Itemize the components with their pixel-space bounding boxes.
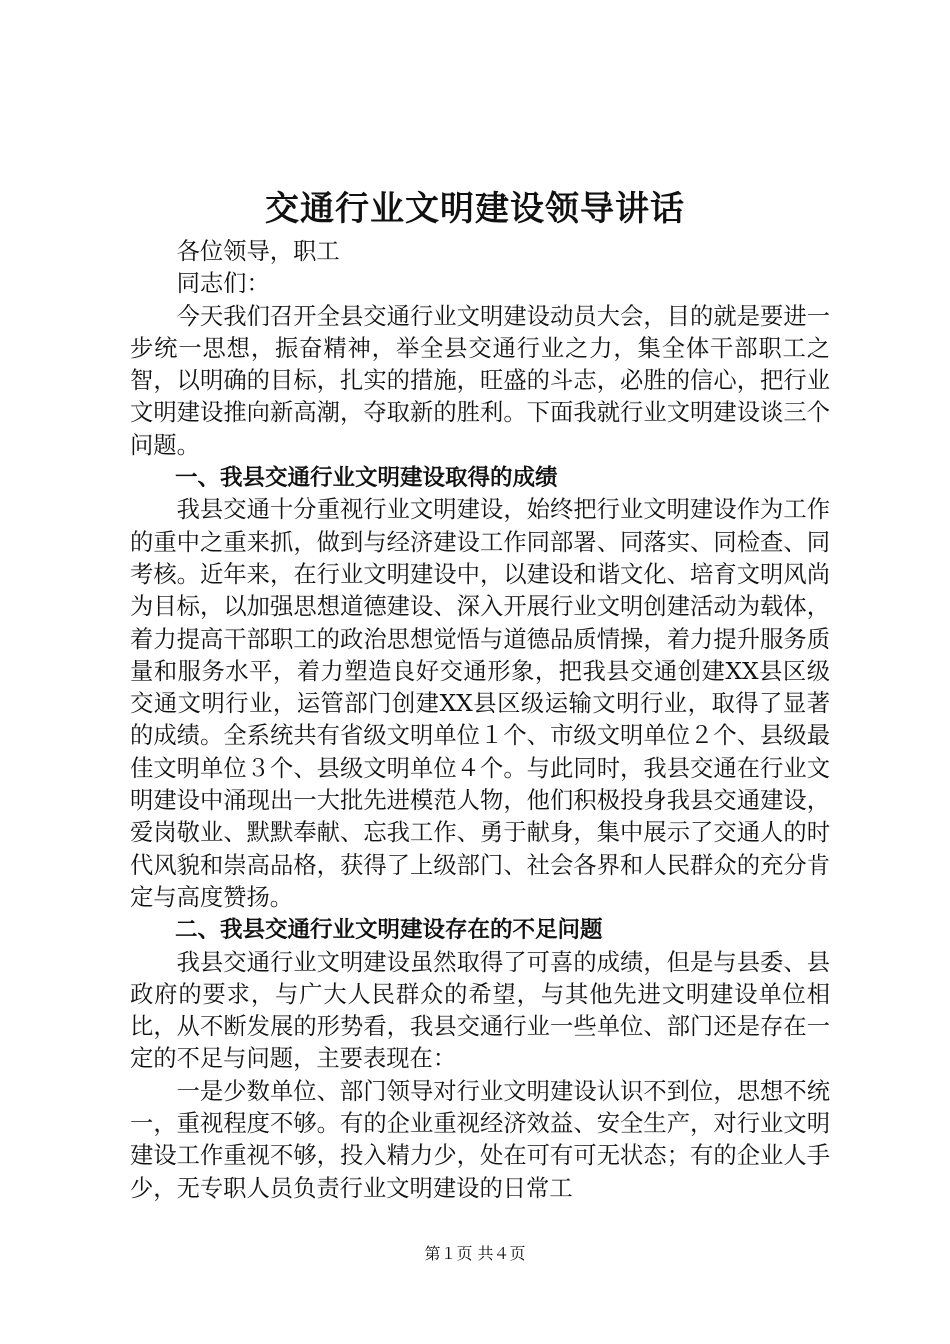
problems-intro-paragraph: 我县交通行业文明建设虽然取得了可喜的成绩，但是与县委、县政府的要求，与广大人民群众的希望，与其他先进文明建设单位相比，从不断发展的形势看，我县交通行业一些单位、部门还是存在一定的不足与问题，主要表现在： (130, 948, 830, 1073)
intro-paragraph: 今天我们召开全县交通行业文明建设动员大会，目的就是要进一步统一思想，振奋精神，举全县交通行业之力，集全体干部职工之智，以明确的目标，扎实的措施，旺盛的斗志，必胜的信心，把行业文明建设推向新高潮，夺取新的胜利。下面我就行业文明建设谈三个问题。 (130, 302, 830, 459)
document-body (130, 236, 830, 1205)
section-heading-1: 一、我县交通行业文明建设取得的成绩 (175, 465, 558, 492)
salutation-line-1: 各位领导，职工 (176, 238, 340, 265)
problem-one-paragraph: 一是少数单位、部门领导对行业文明建设认识不到位，思想不统一，重视程度不够。有的企业重视经济效益、安全生产，对行业文明建设工作重视不够，投入精力少，处在可有可无状态；有的企业人手少，无专职人员负责行业文明建设的日常工 (130, 1077, 830, 1202)
document-title: 交通行业文明建设领导讲话 (265, 189, 685, 229)
salutation-line-2: 同志们： (176, 270, 270, 298)
page-number-footer: 第１页 共４页 (424, 1244, 526, 1263)
achievements-paragraph: 我县交通十分重视行业文明建设，始终把行业文明建设作为工作的重中之重来抓，做到与经济建设工作同部署、同落实、同检查、同考核。近年来，在行业文明建设中，以建设和谐文化、培育文明风尚为目标，以加强思想道德建设、深入开展行业文明创建活动为载体，着力提高干部职工的政治思想觉悟与道德品质情操，着力提升服务质量和服务水平，着力塑造良好交通形象，把我县交通创建XX县区级交通文明行业，运管部门创建XX县区级运输文明行业，取得了显著的成绩。全系统共有省级文明单位１个、市级文明单位２个、县级最佳文明单位３个、县级文明单位４个。与此同时，我县交通在行业文明建设中涌现出一大批先进模范人物，他们积极投身我县交通建设，爱岗敬业、默默奉献、忘我工作、勇于献身，集中展示了交通人的时代风貌和崇高品格，获得了上级部门、社会各界和人民群众的充分肯定与高度赞扬。 (130, 496, 830, 911)
section-heading-2: 二、我县交通行业文明建设存在的不足问题 (175, 917, 603, 944)
